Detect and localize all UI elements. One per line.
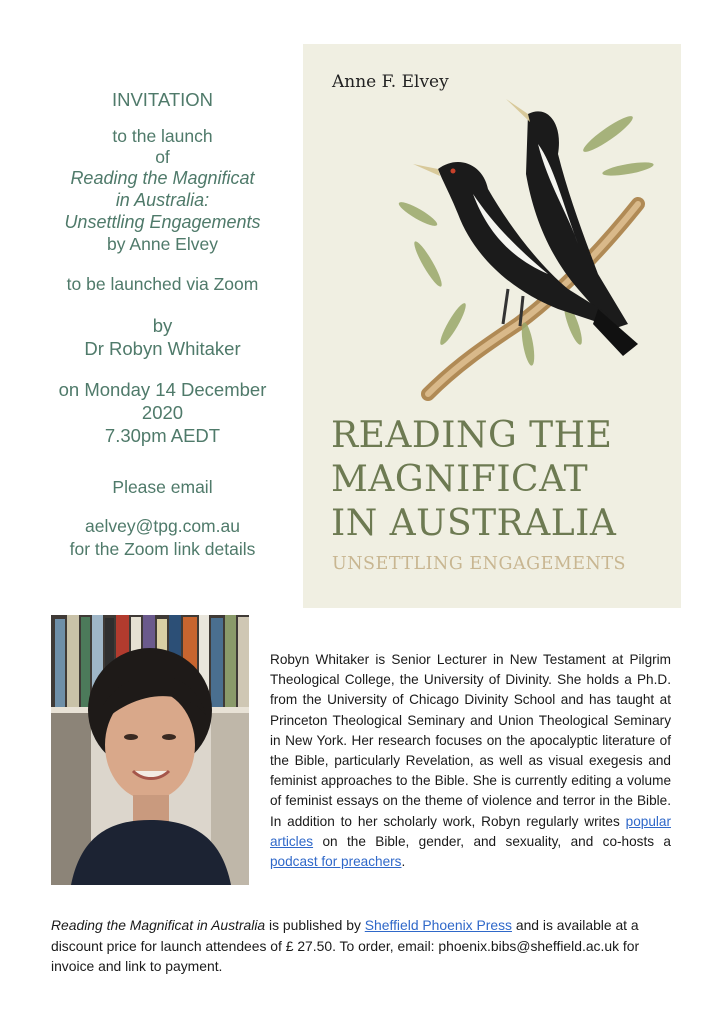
- invitation-line-of: of: [155, 147, 170, 167]
- bio-text-1: Robyn Whitaker is Senior Lecturer in New Testament at Pilgrim Theological College, the University of Divinity. She holds a Ph.D. from the University of Chicago Divinity School and has taught at Princeton Theological Seminary and Union Theological Seminary in New York. Her research focuses on the apocalyptic literature of the Bible, particularly Revelation, as well as visual exegesis and feminist approaches to the Bible. She is currently editing a volume of feminist essays on the theme of violence and terror in the Bible. In addition to her scholarly work, Robyn regularly writes: [270, 652, 671, 829]
- book-cover: [303, 44, 681, 608]
- popular-articles-link[interactable]: popular articles: [270, 813, 671, 849]
- speaker-bio: [270, 650, 671, 872]
- footer-text-2: and is available at a discount price for launch attendees of £ 27.50. To order, email: phoenix.bibs@sheffield.ac.uk for invoice and link to payment.: [51, 917, 640, 974]
- podcast-link[interactable]: podcast for preachers: [270, 854, 402, 870]
- date-line-1: on Monday 14 December: [58, 379, 267, 400]
- book-title-line-3: Unsettling Engagements: [64, 212, 261, 232]
- speaker-photo: [51, 615, 249, 885]
- please-email: Please email: [112, 477, 213, 497]
- book-title-line-1: Reading the Magnificat: [70, 168, 255, 188]
- footer-text-1: is published by: [265, 917, 365, 933]
- cover-author: Anne F. Elvey: [332, 72, 449, 92]
- cover-title-line-2: MAGNIFICAT: [331, 459, 589, 500]
- footer-book-title: Reading the Magnificat in Australia: [51, 917, 266, 933]
- publisher-link[interactable]: Sheffield Phoenix Press: [364, 917, 512, 933]
- email-address[interactable]: aelvey@tpg.com.au: [85, 516, 240, 536]
- invitation-line-launch: to the launch: [112, 126, 213, 146]
- bio-text-3: .: [401, 854, 406, 870]
- speaker-photo-image: [51, 615, 249, 885]
- book-title-line-2: in Australia:: [115, 190, 210, 210]
- zoom-line: to be launched via Zoom: [66, 274, 259, 294]
- cover-title-line-1: READING THE: [331, 415, 613, 456]
- bio-text-2: on the Bible, gender, and sexuality, and co-hosts a: [313, 833, 671, 849]
- publication-note: [51, 915, 677, 977]
- email-note: for the Zoom link details: [69, 539, 256, 559]
- launcher-name: Dr Robyn Whitaker: [84, 338, 241, 359]
- magpie-illustration: [398, 74, 658, 404]
- date-line-2: 2020: [141, 402, 184, 423]
- cover-title: [331, 414, 616, 546]
- invitation-block: [40, 88, 285, 561]
- invitation-heading: INVITATION: [111, 89, 214, 110]
- cover-title-line-3: IN AUSTRALIA: [331, 503, 617, 544]
- by-author: by Anne Elvey: [107, 234, 218, 254]
- time-line: 7.30pm AEDT: [104, 425, 221, 446]
- cover-subtitle: UNSETTLING ENGAGEMENTS: [332, 554, 627, 574]
- by-label: by: [152, 315, 173, 336]
